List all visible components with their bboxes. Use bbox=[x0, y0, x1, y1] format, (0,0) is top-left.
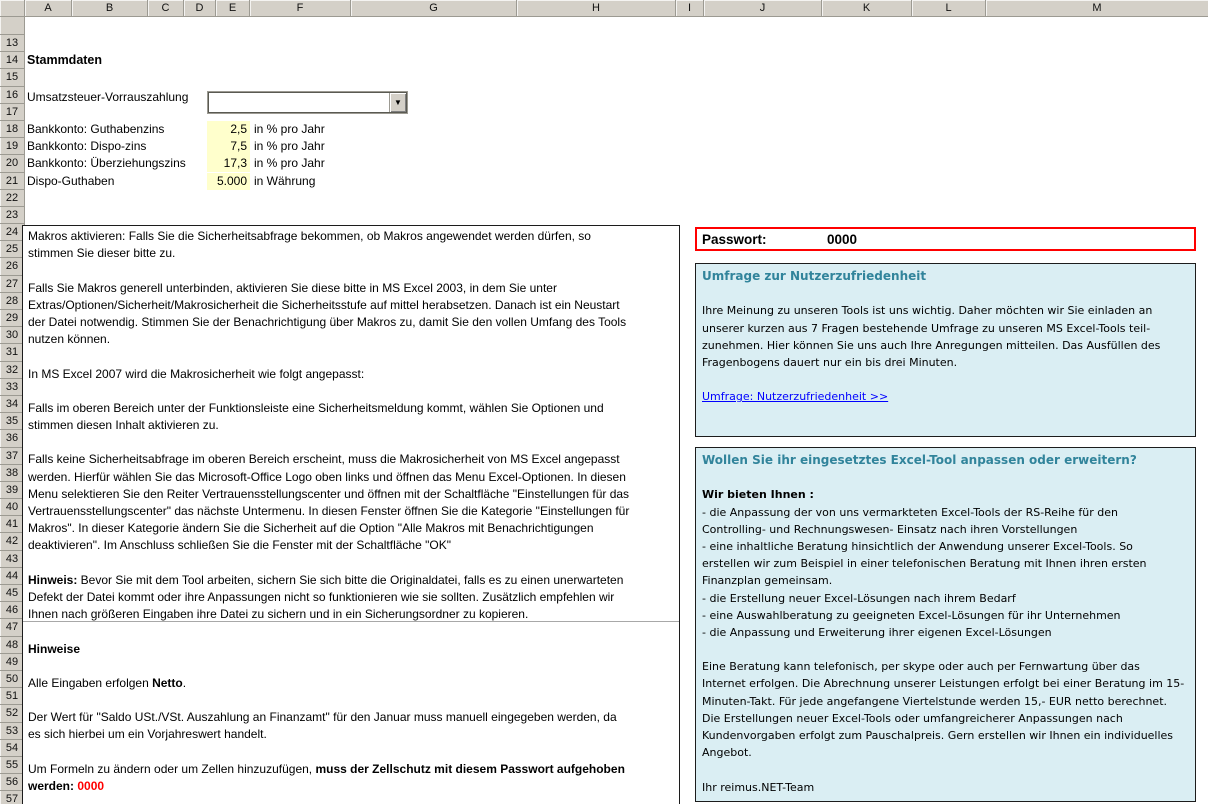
row-header-31[interactable]: 31 bbox=[0, 344, 25, 361]
column-header-row bbox=[0, 0, 1208, 17]
row-header-39[interactable]: 39 bbox=[0, 482, 25, 499]
vat-dropdown-value[interactable] bbox=[210, 94, 388, 111]
row-header-44[interactable]: 44 bbox=[0, 568, 25, 585]
survey-panel bbox=[695, 263, 1196, 437]
offer-line: erstellen wir zum Beispiel in einer telefonischen Beratung mit Ihnen ihren ersten bbox=[702, 557, 1147, 571]
info-line: werden. Hierfür wählen Sie das Microsoft-Office Logo oben links und öffnen das Menu Excel-Optionen. In diesen bbox=[28, 469, 626, 484]
info-line-segment: Alle Eingaben erfolgen bbox=[28, 675, 153, 690]
row-header-47[interactable]: 47 bbox=[0, 619, 25, 636]
info-line bbox=[28, 744, 679, 761]
row-header-37[interactable]: 37 bbox=[0, 448, 25, 465]
password-label: Passwort: bbox=[702, 231, 767, 247]
row-header-43[interactable]: 43 bbox=[0, 551, 25, 568]
stammdaten-title: Stammdaten bbox=[27, 53, 103, 67]
offer-line: Kundenvorgaben erfolgt zum Pauschalpreis. Gern erstellen wir Ihnen ein individuelles bbox=[702, 729, 1174, 742]
info-line-segment: . bbox=[182, 675, 187, 690]
row-header-15[interactable]: 15 bbox=[0, 69, 25, 86]
info-line: es sich hierbei um ein Vorjahreswert handelt. bbox=[28, 727, 267, 742]
offer-line: Finanzplan gemeinsam. bbox=[702, 574, 833, 588]
column-header-M[interactable]: M bbox=[986, 0, 1208, 17]
row-header-27[interactable]: 27 bbox=[0, 276, 25, 293]
info-line: stimmen diesen Inhalt aktivieren zu. bbox=[28, 418, 219, 433]
offer-line: Angebot. bbox=[702, 746, 752, 760]
row-header-32[interactable]: 32 bbox=[0, 362, 25, 379]
row-header-14[interactable]: 14 bbox=[0, 52, 25, 69]
column-header-H[interactable]: H bbox=[517, 0, 676, 17]
offer-line: Minuten-Takt. Für jede angefangene Viertelstunde werden 15,- EUR netto berechnet. bbox=[702, 694, 1168, 708]
info-line: nutzen können. bbox=[28, 332, 111, 347]
info-line bbox=[28, 572, 679, 589]
column-header-E[interactable]: E bbox=[216, 0, 250, 17]
offer-line bbox=[702, 486, 1189, 503]
survey-link[interactable]: Umfrage: Nutzerzufriedenheit >> bbox=[702, 390, 889, 404]
input-cell-1[interactable]: 7,5 bbox=[207, 138, 250, 155]
offer-panel-title: Wollen Sie ihr eingesetztes Excel-Tool anpassen oder erweitern? bbox=[702, 453, 1137, 467]
row-header-stub bbox=[0, 17, 25, 35]
column-header-G[interactable]: G bbox=[351, 0, 517, 17]
info-line: Falls keine Sicherheitsabfrage im oberen Bereich erscheint, muss die Makrosicherheit von MS Excel angepasst bbox=[28, 452, 620, 467]
row-header-54[interactable]: 54 bbox=[0, 740, 25, 757]
offer-line: - die Erstellung neuer Excel-Lösungen nach ihrem Bedarf bbox=[702, 591, 1016, 605]
offer-line: Ihr reimus.NET-Team bbox=[702, 780, 815, 794]
password-value: 0000 bbox=[827, 231, 858, 247]
row-header-17[interactable]: 17 bbox=[0, 104, 25, 121]
info-line-segment: Netto bbox=[152, 675, 183, 690]
row-header-41[interactable]: 41 bbox=[0, 516, 25, 533]
survey-line bbox=[702, 285, 1189, 302]
offer-line: Die Erstellungen neuer Excel-Tools oder umfangreicherer Anpassungen nach bbox=[702, 711, 1123, 725]
info-line: Falls Sie Makros generell unterbinden, aktivieren Sie diese bitte in MS Excel 2003, in dem Sie unter bbox=[28, 280, 557, 295]
offer-line: - eine inhaltliche Beratung hinsichtlich der Anwendung unserer Excel-Tools. So bbox=[702, 539, 1133, 553]
row-header-23[interactable]: 23 bbox=[0, 207, 25, 224]
cell-border-line bbox=[23, 621, 679, 622]
offer-line bbox=[702, 761, 1189, 778]
row-header-56[interactable]: 56 bbox=[0, 774, 25, 791]
info-line: Der Wert für "Saldo USt./VSt. Auszahlung an Finanzamt" für den Januar muss manuell eingegeben werden, da bbox=[28, 710, 617, 725]
offer-line bbox=[702, 469, 1189, 486]
info-line bbox=[28, 434, 679, 451]
survey-line: Ihre Meinung zu unseren Tools ist uns wichtig. Daher möchten wir Sie einladen an bbox=[702, 304, 1153, 318]
column-header-D[interactable]: D bbox=[184, 0, 216, 17]
offer-line: Controlling- und Rechnungswesen- Einsatz nach ihren Vorstellungen bbox=[702, 522, 1078, 536]
info-line bbox=[28, 658, 679, 675]
offer-line bbox=[702, 641, 1189, 658]
row-header-24[interactable]: 24 bbox=[0, 224, 25, 241]
column-header-A[interactable]: A bbox=[25, 0, 72, 17]
stammdaten-row-unit: in % pro Jahr bbox=[254, 139, 325, 154]
row-header-35[interactable]: 35 bbox=[0, 413, 25, 430]
info-line-segment: Hinweise bbox=[28, 641, 81, 656]
info-line bbox=[28, 778, 679, 795]
column-header-C[interactable]: C bbox=[148, 0, 184, 17]
info-line: Extras/Optionen/Sicherheit/Makrosicherheit die Sicherheitsstufe auf mittel herabsetzen. Danach ist ein Neustart bbox=[28, 297, 620, 312]
input-cell-0[interactable]: 2,5 bbox=[207, 121, 250, 138]
offer-line: Eine Beratung kann telefonisch, per skype oder auch per Fernwartung über das bbox=[702, 660, 1140, 674]
survey-line: unserer kurzen aus 7 Fragen bestehende Umfrage zu unseren MS Excel-Tools teil- bbox=[702, 321, 1151, 335]
row-header-28[interactable]: 28 bbox=[0, 293, 25, 310]
info-line-segment: Bevor Sie mit dem Tool arbeiten, sichern Sie sich bitte die Originaldatei, falls es zu einen unerwarteten bbox=[77, 572, 624, 587]
row-header-48[interactable]: 48 bbox=[0, 637, 25, 654]
row-header-13[interactable]: 13 bbox=[0, 35, 25, 52]
row-header-29[interactable]: 29 bbox=[0, 310, 25, 327]
stammdaten-row-unit: in % pro Jahr bbox=[254, 156, 325, 171]
stammdaten-row-label: Bankkonto: Dispo-zins bbox=[27, 139, 147, 154]
info-line-segment: werden: bbox=[28, 779, 78, 793]
input-cell-2[interactable]: 17,3 bbox=[207, 155, 250, 172]
info-line bbox=[28, 623, 679, 640]
info-line bbox=[28, 761, 679, 778]
survey-line: Fragenbogens dauert nur ein bis drei Minuten. bbox=[702, 355, 958, 369]
info-line: Defekt der Datei kommt oder ihre Anpassungen nicht so funktionieren wie sie sollten. Zusätzlich empfehlen wir bbox=[28, 589, 615, 604]
row-header-52[interactable]: 52 bbox=[0, 705, 25, 722]
vat-prepayment-dropdown[interactable] bbox=[208, 92, 407, 113]
info-line: Ihnen nach größeren Eingaben ihre Datei zu sichern und in ein Sicherungsordner zu kopieren. bbox=[28, 607, 529, 622]
info-line: In MS Excel 2007 wird die Makrosicherheit wie folgt angepasst: bbox=[28, 366, 365, 381]
info-line: der Datei notwendig. Stimmen Sie der Benachrichtigung über Makros zu, damit Sie den vollen Umfang des Tools bbox=[28, 314, 627, 329]
row-header-42[interactable]: 42 bbox=[0, 533, 25, 550]
vat-prepayment-label: Umsatzsteuer-Vorrauszahlung bbox=[27, 90, 189, 104]
stammdaten-row-unit: in % pro Jahr bbox=[254, 122, 325, 136]
row-header-40[interactable]: 40 bbox=[0, 499, 25, 516]
info-line bbox=[28, 692, 679, 709]
column-header-F[interactable]: F bbox=[250, 0, 351, 17]
survey-panel-title: Umfrage zur Nutzerzufriedenheit bbox=[702, 269, 927, 283]
select-all-corner[interactable] bbox=[0, 0, 25, 17]
offer-line: - die Anpassung und Erweiterung ihrer eigenen Excel-Lösungen bbox=[702, 625, 1052, 639]
offer-panel bbox=[695, 447, 1196, 802]
stammdaten-row-label: Dispo-Guthaben bbox=[27, 173, 115, 188]
row-header-19[interactable]: 19 bbox=[0, 138, 25, 155]
column-header-B[interactable]: B bbox=[72, 0, 148, 17]
macro-info-block bbox=[22, 225, 680, 804]
stammdaten-row-label: Bankkonto: Guthabenzins bbox=[27, 122, 165, 136]
info-line bbox=[28, 555, 679, 572]
info-line: Makros". In dieser Kategorie ändern Sie die Sicherheit auf die Option "Alle Makros mit Benachrichtigungen bbox=[28, 521, 594, 536]
info-line bbox=[28, 383, 679, 400]
row-header-51[interactable]: 51 bbox=[0, 688, 25, 705]
row-header-50[interactable]: 50 bbox=[0, 671, 25, 688]
info-line: stimmen Sie dieser bitte zu. bbox=[28, 246, 176, 261]
stammdaten-row-label: Bankkonto: Überziehungszins bbox=[27, 156, 186, 171]
row-header-57[interactable]: 57 bbox=[0, 791, 25, 804]
survey-line bbox=[702, 371, 1189, 388]
row-header-30[interactable]: 30 bbox=[0, 327, 25, 344]
survey-line: zunehmen. Hier können Sie uns auch Ihre Anregungen mitteilen. Das Ausfüllen des bbox=[702, 338, 1161, 352]
row-header-34[interactable]: 34 bbox=[0, 396, 25, 413]
row-header-22[interactable]: 22 bbox=[0, 190, 25, 207]
column-header-I[interactable]: I bbox=[676, 0, 704, 17]
info-line: Vertrauensstellungscenter" das nächste Untermenu. In diesen Fenster öffnen Sie die Kategorie "Einstellungen für bbox=[28, 504, 630, 518]
offer-line: - die Anpassung der von uns vermarkteten Excel-Tools der RS-Reihe für den bbox=[702, 505, 1118, 519]
offer-line: Internet erfolgen. Die Abrechnung unserer Leistungen erfolgt bei einer Beratung im 15- bbox=[702, 677, 1185, 691]
row-header-45[interactable]: 45 bbox=[0, 585, 25, 602]
offer-line-segment: Wir bieten Ihnen : bbox=[702, 488, 814, 502]
info-line bbox=[28, 348, 679, 365]
column-header-L[interactable]: L bbox=[912, 0, 986, 17]
row-header-53[interactable]: 53 bbox=[0, 723, 25, 740]
row-header-26[interactable]: 26 bbox=[0, 258, 25, 275]
row-header-18[interactable]: 18 bbox=[0, 121, 25, 138]
row-header-20[interactable]: 20 bbox=[0, 155, 25, 172]
info-line-segment: Um Formeln zu ändern oder um Zellen hinzuzufügen, bbox=[28, 761, 316, 776]
row-header-33[interactable]: 33 bbox=[0, 379, 25, 396]
row-header-21[interactable]: 21 bbox=[0, 173, 25, 190]
column-header-J[interactable]: J bbox=[704, 0, 822, 17]
row-header-38[interactable]: 38 bbox=[0, 465, 25, 482]
row-header-16[interactable]: 16 bbox=[0, 87, 25, 104]
stammdaten-row-unit: in Währung bbox=[254, 173, 316, 188]
offer-line: - eine Auswahlberatung zu geeigneten Excel-Lösungen für ihr Unternehmen bbox=[702, 608, 1121, 622]
info-line: Falls im oberen Bereich unter der Funktionsleiste eine Sicherheitsmeldung kommt, wählen Sie Optionen und bbox=[28, 400, 604, 415]
password-box bbox=[695, 227, 1196, 251]
info-line bbox=[28, 641, 679, 658]
info-line-segment: 0000 bbox=[77, 779, 105, 793]
info-line-segment: Hinweis: bbox=[28, 572, 78, 587]
info-line: deaktivieren". Im Anschluss schließen Sie die Fenster mit der Schaltfläche "OK" bbox=[28, 538, 451, 553]
row-header-36[interactable]: 36 bbox=[0, 430, 25, 447]
row-header-55[interactable]: 55 bbox=[0, 757, 25, 774]
info-line-segment: muss der Zellschutz mit diesem Passwort aufgehoben bbox=[315, 761, 625, 776]
row-header-49[interactable]: 49 bbox=[0, 654, 25, 671]
column-header-K[interactable]: K bbox=[822, 0, 912, 17]
row-header-25[interactable]: 25 bbox=[0, 241, 25, 258]
row-header-46[interactable]: 46 bbox=[0, 602, 25, 619]
chevron-down-icon[interactable]: ▼ bbox=[389, 93, 406, 112]
info-line: Makros aktivieren: Falls Sie die Sicherheitsabfrage bekommen, ob Makros angewendet werden dürfen, so bbox=[28, 229, 591, 243]
info-line bbox=[28, 262, 679, 279]
input-cell-3[interactable]: 5.000 bbox=[207, 173, 250, 190]
info-line: Menu selektieren Sie den Reiter Vertrauensstellungscenter und öffnen mit der Schaltfläche "Einstellungen für das bbox=[28, 486, 630, 501]
info-line bbox=[28, 675, 679, 692]
